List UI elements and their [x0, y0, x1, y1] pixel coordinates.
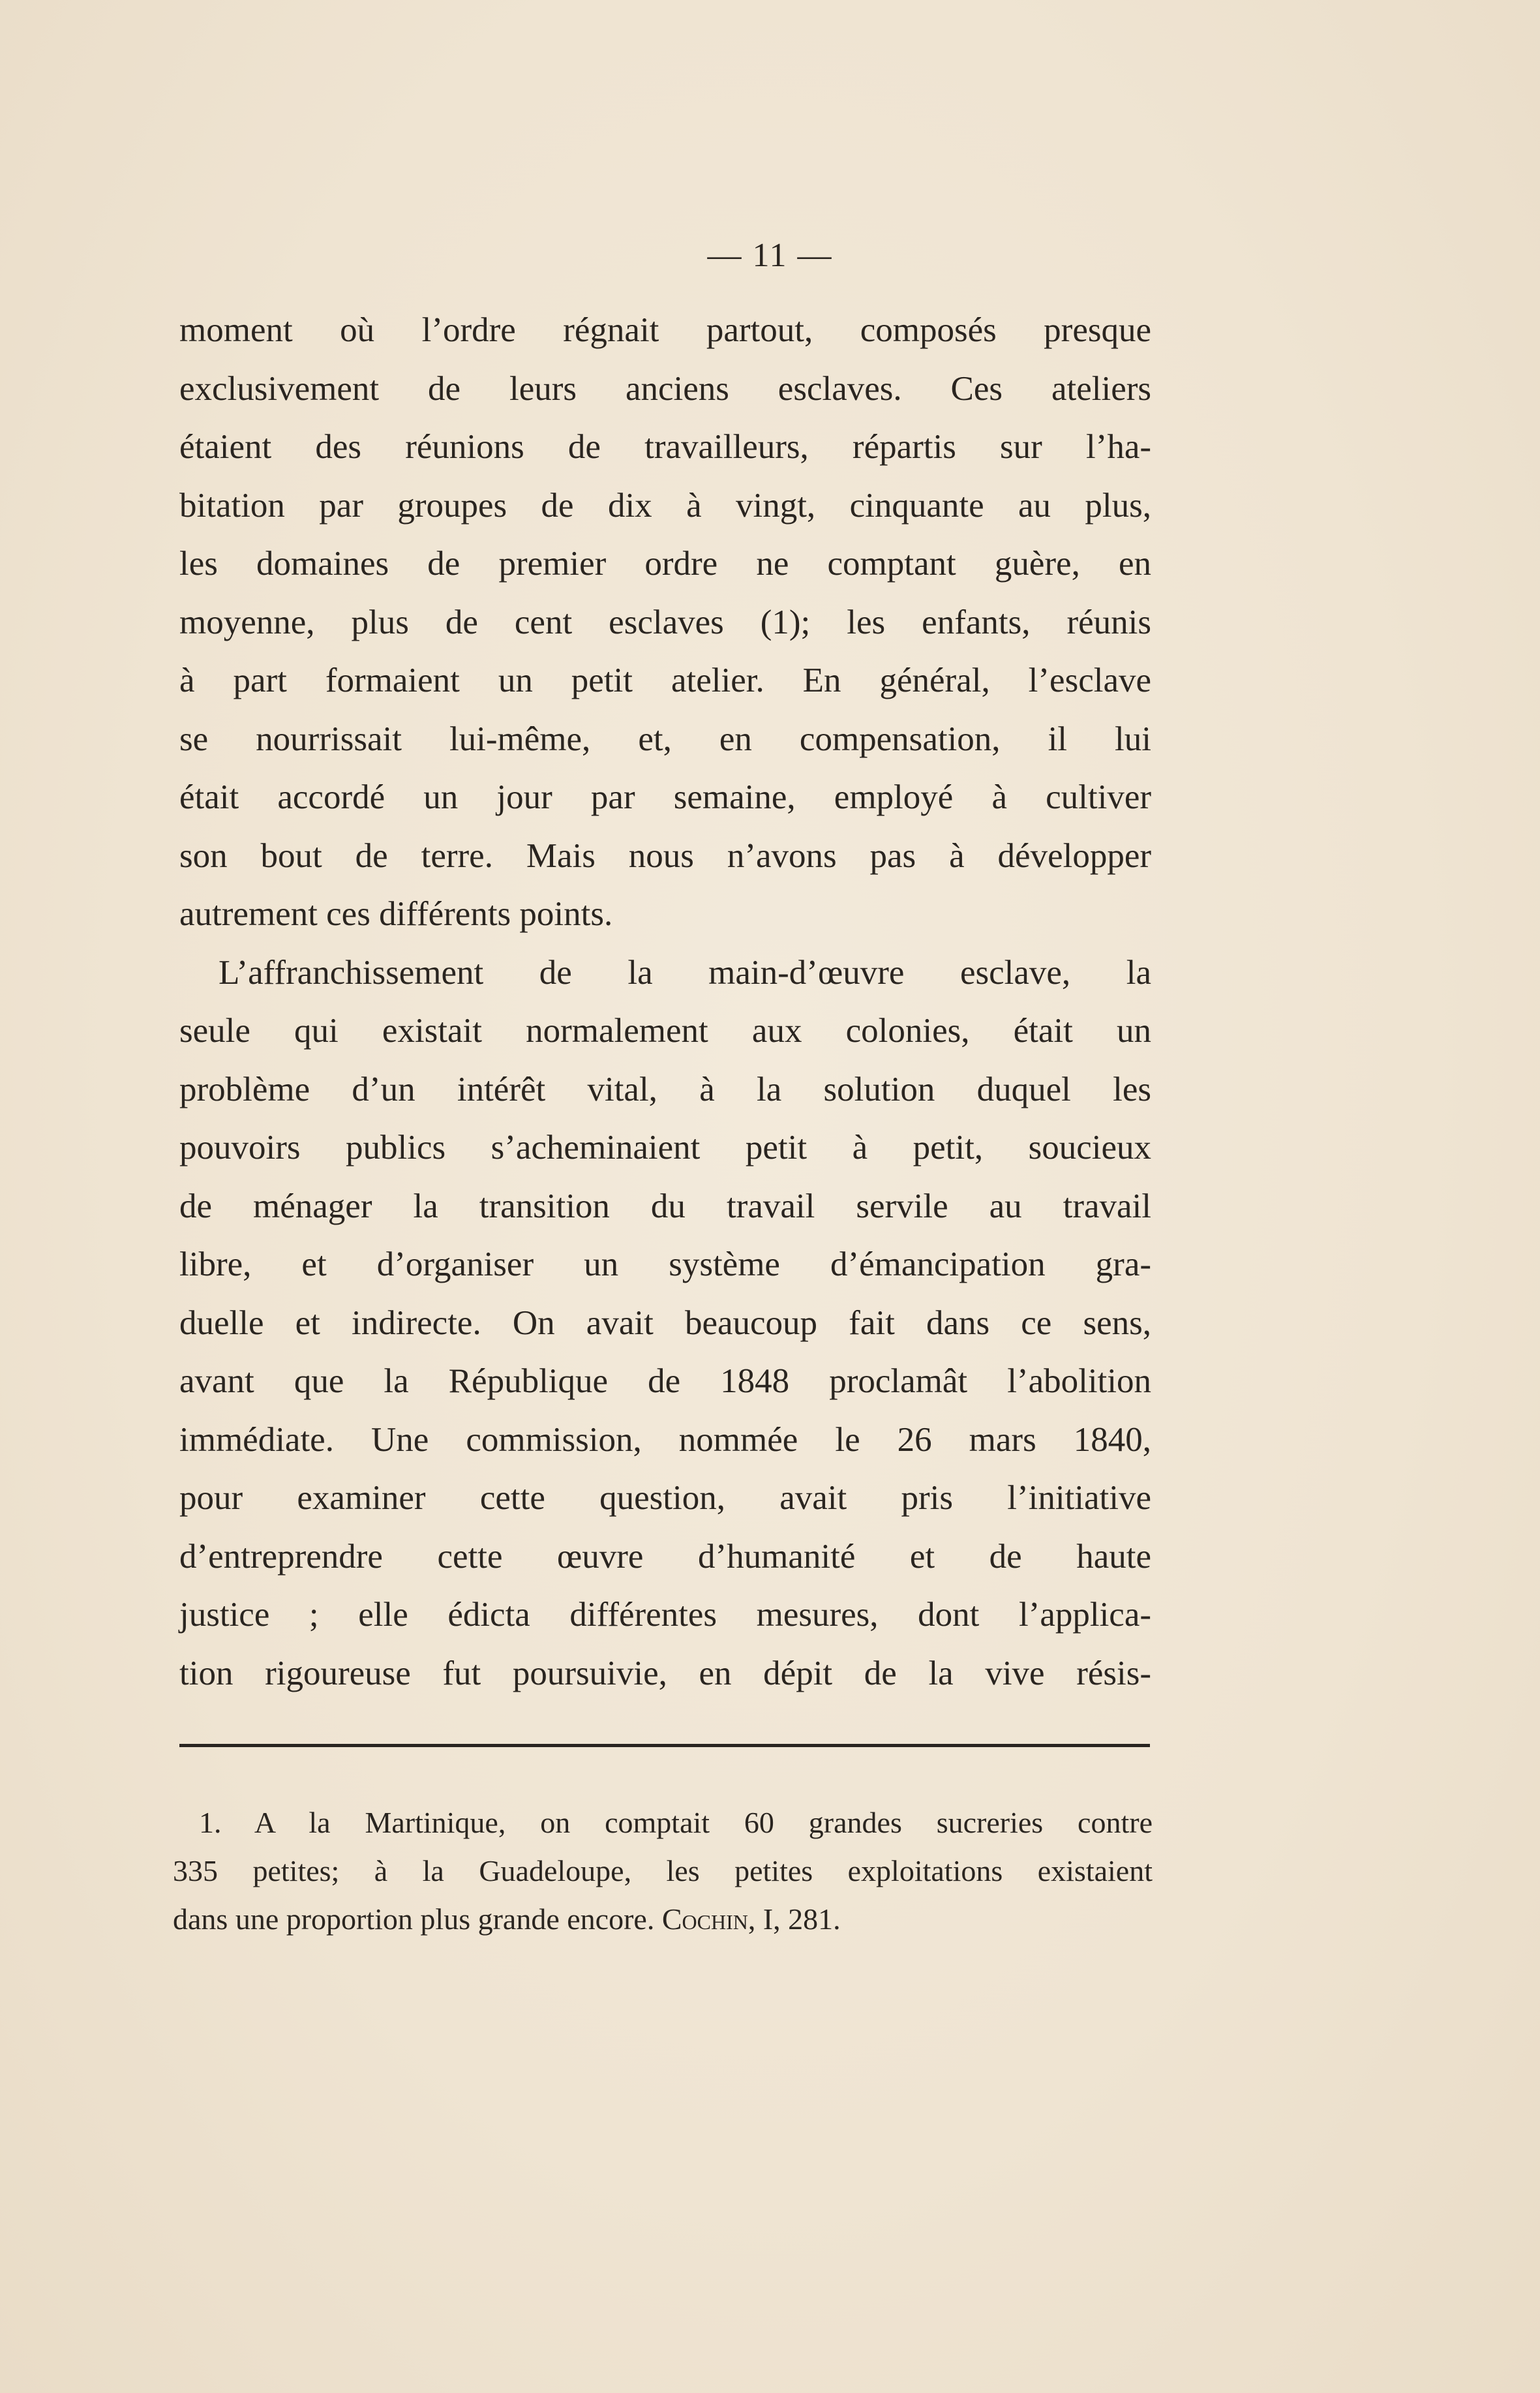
text-line: duelle et indirecte. On avait beaucoup fait dans ce sens,: [179, 1303, 1151, 1342]
text-line: les domaines de premier ordre ne comptant guère, en: [179, 545, 1151, 583]
text-line: moyenne, plus de cent esclaves (1); les enfants, réunis: [179, 603, 1151, 641]
text-line: pouvoirs publics s’acheminaient petit à petit, soucieux: [179, 1129, 1151, 1166]
footnote-author: Cochin: [661, 1902, 748, 1936]
text-line: de ménager la transition du travail servile au travail: [179, 1187, 1151, 1225]
text-line: exclusivement de leurs anciens esclaves. Ces ateliers: [179, 369, 1151, 408]
text-line: tion rigoureuse fut poursuivie, en dépit de la vive résis-: [179, 1654, 1151, 1692]
footnote-text: dans une proportion plus grande encore.: [173, 1902, 662, 1936]
footnote-separator: [179, 1744, 1150, 1747]
text-line: d’entreprendre cette œuvre d’humanité et de haute: [179, 1537, 1151, 1576]
footnote: [173, 1799, 1153, 1943]
main-text: [179, 301, 1151, 1703]
footnote-line: 335 petites; à la Guadeloupe, les petites exploitations existaient: [173, 1854, 1153, 1887]
text-line: se nourrissait lui-même, et, en compensation, il lui: [179, 720, 1151, 758]
text-line: à part formaient un petit atelier. En général, l’esclave: [179, 662, 1151, 699]
footnote-line: 1. A la Martinique, on comptait 60 grandes sucreries contre: [199, 1806, 1153, 1839]
footnote-citation: , I, 281.: [747, 1902, 841, 1936]
text-line: justice ; elle édicta différentes mesures, dont l’applica-: [179, 1596, 1151, 1634]
text-line: était accordé un jour par semaine, employé à cultiver: [179, 778, 1151, 816]
text-line: avant que la République de 1848 proclamât l’abolition: [179, 1362, 1151, 1400]
paragraph-start-line: L’affranchissement de la main-d’œuvre esclave, la: [219, 953, 1151, 992]
text-line: autrement ces différents points.: [179, 895, 613, 933]
text-line: son bout de terre. Mais nous n’avons pas à développer: [179, 836, 1151, 875]
text-line: pour examiner cette question, avait pris l’initiative: [179, 1479, 1151, 1517]
text-line: moment où l’ordre régnait partout, composés presque: [179, 311, 1151, 349]
text-line: seule qui existait normalement aux colonies, était un: [179, 1012, 1151, 1050]
text-line: libre, et d’organiser un système d’émancipation gra-: [179, 1245, 1151, 1283]
page-number: — 11 —: [707, 237, 833, 274]
text-line: immédiate. Une commission, nommée le 26 mars 1840,: [179, 1420, 1151, 1459]
text-line: étaient des réunions de travailleurs, répartis sur l’ha-: [179, 428, 1151, 466]
text-line: bitation par groupes de dix à vingt, cinquante au plus,: [179, 486, 1151, 525]
footnote-line-last: [173, 1895, 1153, 1943]
text-line: problème d’un intérêt vital, à la solution duquel les: [179, 1070, 1151, 1108]
